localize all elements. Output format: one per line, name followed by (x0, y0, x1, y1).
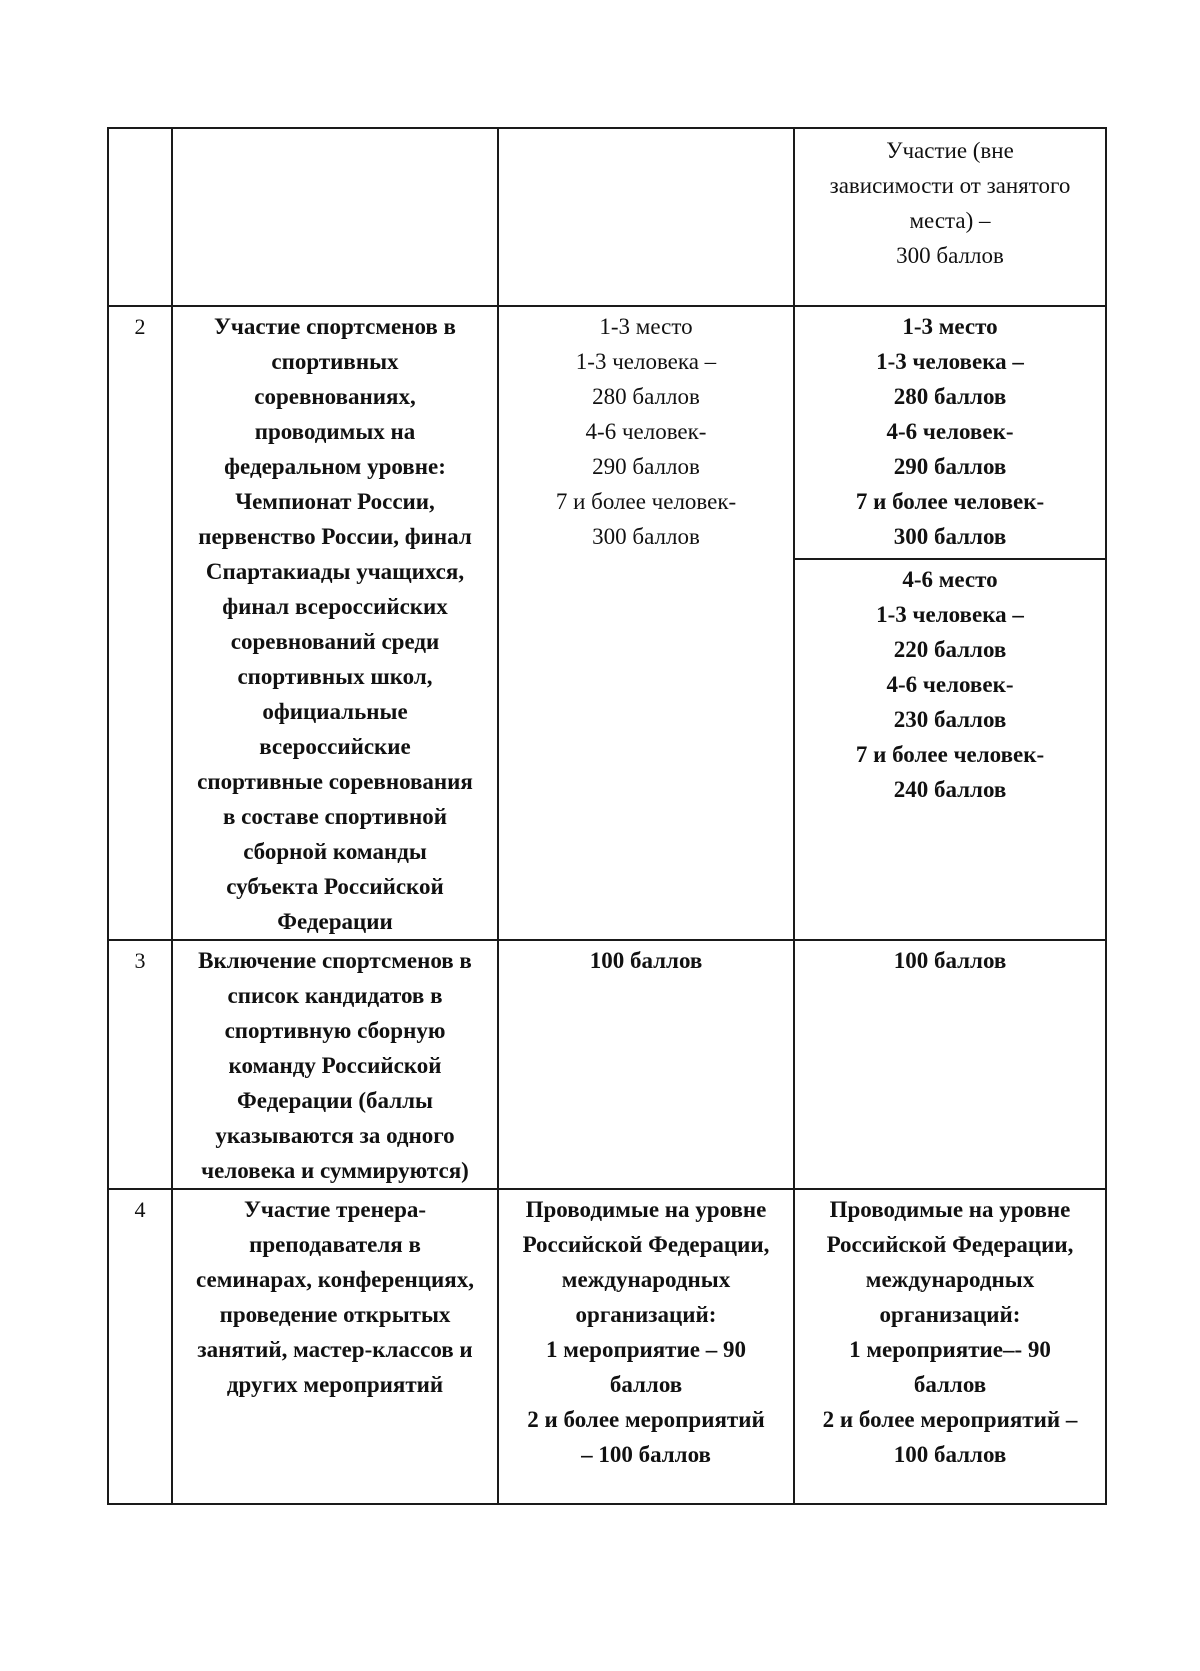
table-row (108, 1189, 1106, 1504)
cell-text-line: 100 баллов (893, 1442, 1007, 1467)
cell-text-line: 300 баллов (592, 524, 700, 549)
cell-text-line: 1 мероприятие–- 90 (849, 1337, 1051, 1362)
cell-text-line: 1-3 человека – (575, 349, 717, 374)
cell-text-line: 300 баллов (893, 524, 1007, 549)
row-number-cell: 3 (108, 940, 172, 1189)
cell-text-line: всероссийские (259, 734, 411, 759)
cell-text-line: проводимых на (254, 419, 416, 444)
points-column-b-top-cell (794, 306, 1106, 559)
cell-text-line: 300 баллов (896, 243, 1004, 268)
cell-text-line: Участие спортсменов в (214, 314, 456, 339)
cell-text-line: семинарах, конференциях, (196, 1267, 474, 1292)
cell-text-line: Федерации (баллы (237, 1088, 433, 1113)
cell-text-line: спортивных школ, (237, 664, 433, 689)
points-column-b-cell (794, 1189, 1106, 1504)
cell-text-line: Участие (вне (886, 138, 1014, 163)
cell-text-line: федеральном уровне: (224, 454, 446, 479)
cell-text-line: места) – (909, 208, 991, 233)
cell-text-line: 2 и более мероприятий – (822, 1407, 1078, 1432)
points-column-a-cell (498, 1189, 794, 1504)
cell-text-line: субъекта Российской (226, 874, 444, 899)
cell-text-line: организаций: (575, 1302, 717, 1327)
cell-text-line: первенство России, финал (198, 524, 472, 549)
cell-text-line: человека и суммируются) (201, 1158, 469, 1183)
description-cell (172, 1189, 498, 1504)
cell-text-line: 220 баллов (893, 636, 1007, 662)
cell-text-line: занятий, мастер-классов и (197, 1337, 473, 1362)
cell-text-line: 100 баллов (893, 948, 1007, 973)
points-table (107, 127, 1107, 1505)
cell-text-line: спортивные соревнования (197, 769, 473, 794)
cell-text-line: Включение спортсменов в (198, 948, 472, 973)
cell-text-line: организаций: (879, 1302, 1021, 1327)
cell-text-line: 1-3 человека – (876, 601, 1024, 627)
cell-text-line: проведение открытых (219, 1302, 451, 1327)
cell-text-line: преподавателя в (249, 1232, 421, 1257)
table-row (108, 128, 1106, 306)
cell-text-line: в составе спортивной (223, 804, 447, 829)
cell-text-line: 240 баллов (893, 776, 1007, 802)
cell-text-line: Российской Федерации, (826, 1232, 1074, 1257)
points-column-b-bottom-cell (794, 559, 1106, 940)
cell-text-line: 1 мероприятие – 90 (546, 1337, 746, 1362)
cell-text-line: сборной команды (243, 839, 427, 864)
cell-text-line: баллов (913, 1372, 987, 1397)
cell-text-line: 290 баллов (592, 454, 700, 479)
cell-text-line: международных (561, 1267, 731, 1292)
cell-text-line: Федерации (277, 909, 393, 934)
cell-text-line: 100 баллов (589, 948, 703, 973)
points-column-a-cell (498, 306, 794, 940)
cell-text-line: других мероприятий (226, 1372, 444, 1397)
cell-text-line: Спартакиады учащихся, (205, 559, 465, 584)
table-row (108, 306, 1106, 559)
cell-text-line: финал всероссийских (222, 594, 448, 619)
cell-text-line: 7 и более человек- (855, 741, 1045, 767)
cell-text-line: – 100 баллов (581, 1442, 711, 1467)
cell-text-line: 4-6 человек- (886, 671, 1014, 697)
cell-text-line: 4-6 человек- (585, 419, 707, 444)
cell-text-line: 7 и более человек- (855, 489, 1045, 514)
cell-text-line: 2 и более мероприятий (527, 1407, 765, 1432)
cell-text-line: 290 баллов (893, 454, 1007, 479)
cell-text-line: Чемпионат России, (235, 489, 435, 514)
points-column-a-cell (498, 128, 794, 306)
cell-text-line: 230 баллов (893, 706, 1007, 732)
row-number-cell (108, 128, 172, 306)
cell-text-line: баллов (609, 1372, 683, 1397)
cell-text-line: зависимости от занятого (829, 173, 1071, 198)
table-row (108, 940, 1106, 1189)
cell-text-line: спортивную сборную (224, 1018, 446, 1043)
cell-text-line: команду Российской (228, 1053, 442, 1078)
description-cell (172, 940, 498, 1189)
cell-text-line: 4-6 место (902, 566, 998, 592)
cell-text-line: Проводимые на уровне (829, 1197, 1071, 1222)
cell-text-line: список кандидатов в (227, 983, 443, 1008)
points-column-b-cell (794, 940, 1106, 1189)
cell-text-line: международных (865, 1267, 1035, 1292)
cell-text-line: спортивных (271, 349, 399, 374)
cell-text-line: соревнований среди (230, 629, 440, 654)
row-number-cell: 2 (108, 306, 172, 940)
cell-text-line: 7 и более человек- (555, 489, 737, 514)
cell-text-line: 1-3 человека – (876, 349, 1024, 374)
cell-text-line: 280 баллов (592, 384, 700, 409)
description-cell (172, 128, 498, 306)
cell-text-line: указываются за одного (215, 1123, 455, 1148)
row-number-cell: 4 (108, 1189, 172, 1504)
cell-text-line: официальные (262, 699, 408, 724)
cell-text-line: 4-6 человек- (886, 419, 1014, 444)
cell-text-line: соревнованиях, (254, 384, 416, 409)
points-column-a-cell (498, 940, 794, 1189)
cell-text-line: Российской Федерации, (522, 1232, 770, 1257)
cell-text-line: Участие тренера- (243, 1197, 427, 1222)
description-cell (172, 306, 498, 940)
cell-text-line: 1-3 место (902, 314, 998, 339)
cell-text-line: Проводимые на уровне (525, 1197, 767, 1222)
cell-text-line: 1-3 место (599, 314, 693, 339)
points-column-b-cell (794, 128, 1106, 306)
cell-text-line: 280 баллов (893, 384, 1007, 409)
